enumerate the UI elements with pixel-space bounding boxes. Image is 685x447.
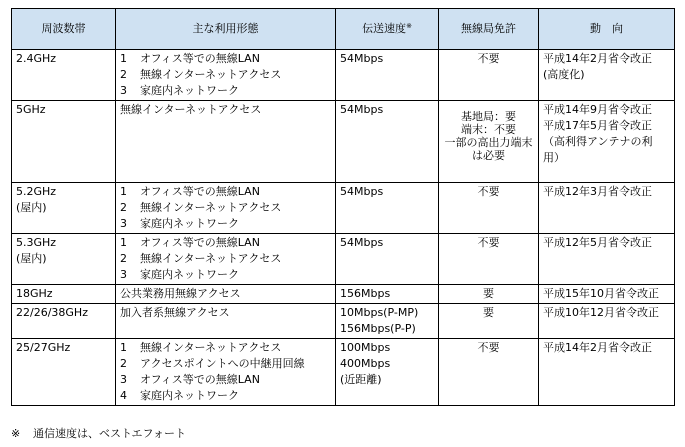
- use-item: [120, 184, 331, 200]
- band-text: 22/26/38GHz: [16, 306, 88, 319]
- table-row: [12, 101, 675, 183]
- table-row: [12, 183, 675, 234]
- use-item-text: 家庭内ネットワーク: [140, 268, 239, 281]
- trend-cell: [539, 285, 675, 304]
- band-cell: [12, 285, 116, 304]
- trend-cell: [539, 101, 675, 183]
- header-trend: 動 向: [539, 9, 675, 50]
- footnote-text: 通信速度は、ベストエフォート: [33, 427, 187, 440]
- band-cell: [12, 183, 116, 234]
- use-item-text: アクセスポイントへの中継用回線: [140, 357, 305, 370]
- band-cell: [12, 50, 116, 101]
- band-text: (屋内): [16, 201, 47, 214]
- footnote-mark: ※: [11, 427, 21, 440]
- use-item: [120, 67, 331, 83]
- trend-text: 平成14年2月省令改正: [543, 52, 652, 65]
- use-item-text: 無線インターネットアクセス: [140, 341, 282, 354]
- speed-text: 400Mbps: [340, 357, 391, 370]
- table-row: [12, 339, 675, 406]
- use-item-text: オフィス等での無線LAN: [140, 373, 260, 386]
- use-item: [120, 216, 331, 232]
- use-item-text: 加入者系無線アクセス: [120, 306, 230, 319]
- use-cell: [116, 234, 336, 285]
- speed-cell: [336, 304, 439, 339]
- speed-cell: [336, 50, 439, 101]
- use-cell: [116, 304, 336, 339]
- trend-text: 平成14年2月省令改正: [543, 341, 652, 354]
- use-item-number: 3: [120, 268, 127, 281]
- license-text: は必要: [472, 149, 505, 162]
- trend-cell: [539, 50, 675, 101]
- speed-text: 54Mbps: [340, 52, 384, 65]
- footnote: [11, 425, 186, 441]
- trend-cell: [539, 304, 675, 339]
- table-row: [12, 304, 675, 339]
- table-body: [12, 50, 675, 406]
- speed-text: 54Mbps: [340, 236, 384, 249]
- speed-text: 54Mbps: [340, 185, 384, 198]
- use-cell: [116, 50, 336, 101]
- use-item-text: 無線インターネットアクセス: [140, 201, 282, 214]
- license-text: 不要: [477, 185, 500, 198]
- use-item: [120, 340, 331, 356]
- speed-text: 156Mbps(P-P): [340, 322, 416, 335]
- band-cell: [12, 304, 116, 339]
- license-cell: [439, 50, 539, 101]
- speed-text: (近距離): [340, 373, 382, 386]
- trend-text: 平成17年5月省令改正: [543, 119, 652, 132]
- band-cell: [12, 101, 116, 183]
- trend-cell: [539, 234, 675, 285]
- license-cell: [439, 285, 539, 304]
- speed-cell: [336, 339, 439, 406]
- license-cell: [439, 183, 539, 234]
- header-band: 周波数帯: [12, 9, 116, 50]
- trend-text: 平成12年3月省令改正: [543, 185, 652, 198]
- trend-text: 平成12年5月省令改正: [543, 236, 652, 249]
- header-speed-footnote-mark: ※: [406, 22, 412, 30]
- use-item-number: 1: [120, 341, 127, 354]
- header-speed-label: 伝送速度: [362, 22, 407, 35]
- license-cell: [439, 304, 539, 339]
- use-item-number: 1: [120, 236, 127, 249]
- trend-text: （高利得アンテナの利: [543, 135, 653, 148]
- use-item-text: 家庭内ネットワーク: [140, 217, 239, 230]
- header-use: 主な利用形態: [116, 9, 336, 50]
- use-item-text: オフィス等での無線LAN: [140, 236, 260, 249]
- trend-text: 平成15年10月省令改正: [543, 287, 659, 300]
- use-cell: [116, 339, 336, 406]
- header-license: 無線局免許: [439, 9, 539, 50]
- use-item: [120, 51, 331, 67]
- use-item: [120, 267, 331, 283]
- use-item-number: 1: [120, 52, 127, 65]
- use-item-text: オフィス等での無線LAN: [140, 185, 260, 198]
- license-text: 不要: [477, 341, 500, 354]
- license-text: 要: [483, 287, 494, 300]
- use-item-number: 2: [120, 252, 127, 265]
- use-item: [120, 102, 331, 118]
- license-cell: [439, 339, 539, 406]
- use-cell: [116, 183, 336, 234]
- band-cell: [12, 339, 116, 406]
- license-text: 不要: [477, 236, 500, 249]
- speed-text: 100Mbps: [340, 341, 391, 354]
- use-item: [120, 83, 331, 99]
- use-item-number: 3: [120, 373, 127, 386]
- use-item-text: 無線インターネットアクセス: [140, 252, 282, 265]
- speed-text: 156Mbps: [340, 287, 391, 300]
- use-item-number: 1: [120, 185, 127, 198]
- use-item-number: 2: [120, 68, 127, 81]
- speed-text: 10Mbps(P-MP): [340, 306, 419, 319]
- band-text: 5GHz: [16, 103, 46, 116]
- use-item: [120, 286, 331, 302]
- use-item-number: 2: [120, 357, 127, 370]
- use-item: [120, 356, 331, 372]
- band-text: 25/27GHz: [16, 341, 71, 354]
- use-item-text: 無線インターネットアクセス: [140, 68, 282, 81]
- use-item: [120, 388, 331, 404]
- band-text: 5.2GHz: [16, 185, 57, 198]
- trend-cell: [539, 183, 675, 234]
- license-text: 要: [483, 306, 494, 319]
- use-item: [120, 372, 331, 388]
- use-item-text: 家庭内ネットワーク: [140, 84, 239, 97]
- trend-text: 平成14年9月省令改正: [543, 103, 652, 116]
- use-item: [120, 235, 331, 251]
- license-text: 端末：不要: [461, 123, 516, 136]
- use-item: [120, 305, 331, 321]
- use-item-number: 4: [120, 389, 127, 402]
- use-cell: [116, 101, 336, 183]
- use-item-number: 2: [120, 201, 127, 214]
- table-header-row: [12, 9, 675, 50]
- speed-cell: [336, 285, 439, 304]
- table-row: [12, 50, 675, 101]
- speed-text: 54Mbps: [340, 103, 384, 116]
- use-item: [120, 200, 331, 216]
- license-text: 基地局：要: [461, 110, 516, 123]
- trend-text: (高度化): [543, 68, 585, 81]
- trend-text: 用）: [543, 151, 565, 164]
- speed-cell: [336, 101, 439, 183]
- use-item: [120, 251, 331, 267]
- trend-text: 平成10年12月省令改正: [543, 306, 659, 319]
- band-text: 5.3GHz: [16, 236, 57, 249]
- frequency-band-table: [11, 8, 675, 406]
- use-item-text: オフィス等での無線LAN: [140, 52, 260, 65]
- header-speed: [336, 9, 439, 50]
- table-row: [12, 234, 675, 285]
- band-text: 2.4GHz: [16, 52, 57, 65]
- use-item-text: 公共業務用無線アクセス: [120, 287, 241, 300]
- use-item-number: 3: [120, 217, 127, 230]
- license-text: 不要: [477, 52, 500, 65]
- table-row: [12, 285, 675, 304]
- license-cell: [439, 234, 539, 285]
- use-item-number: 3: [120, 84, 127, 97]
- speed-cell: [336, 183, 439, 234]
- trend-cell: [539, 339, 675, 406]
- license-cell: [439, 101, 539, 183]
- license-text: 一部の高出力端末: [444, 136, 533, 149]
- speed-cell: [336, 234, 439, 285]
- use-item-text: 無線インターネットアクセス: [120, 103, 262, 116]
- band-text: (屋内): [16, 252, 47, 265]
- use-item-text: 家庭内ネットワーク: [140, 389, 239, 402]
- band-cell: [12, 234, 116, 285]
- band-text: 18GHz: [16, 287, 53, 300]
- use-cell: [116, 285, 336, 304]
